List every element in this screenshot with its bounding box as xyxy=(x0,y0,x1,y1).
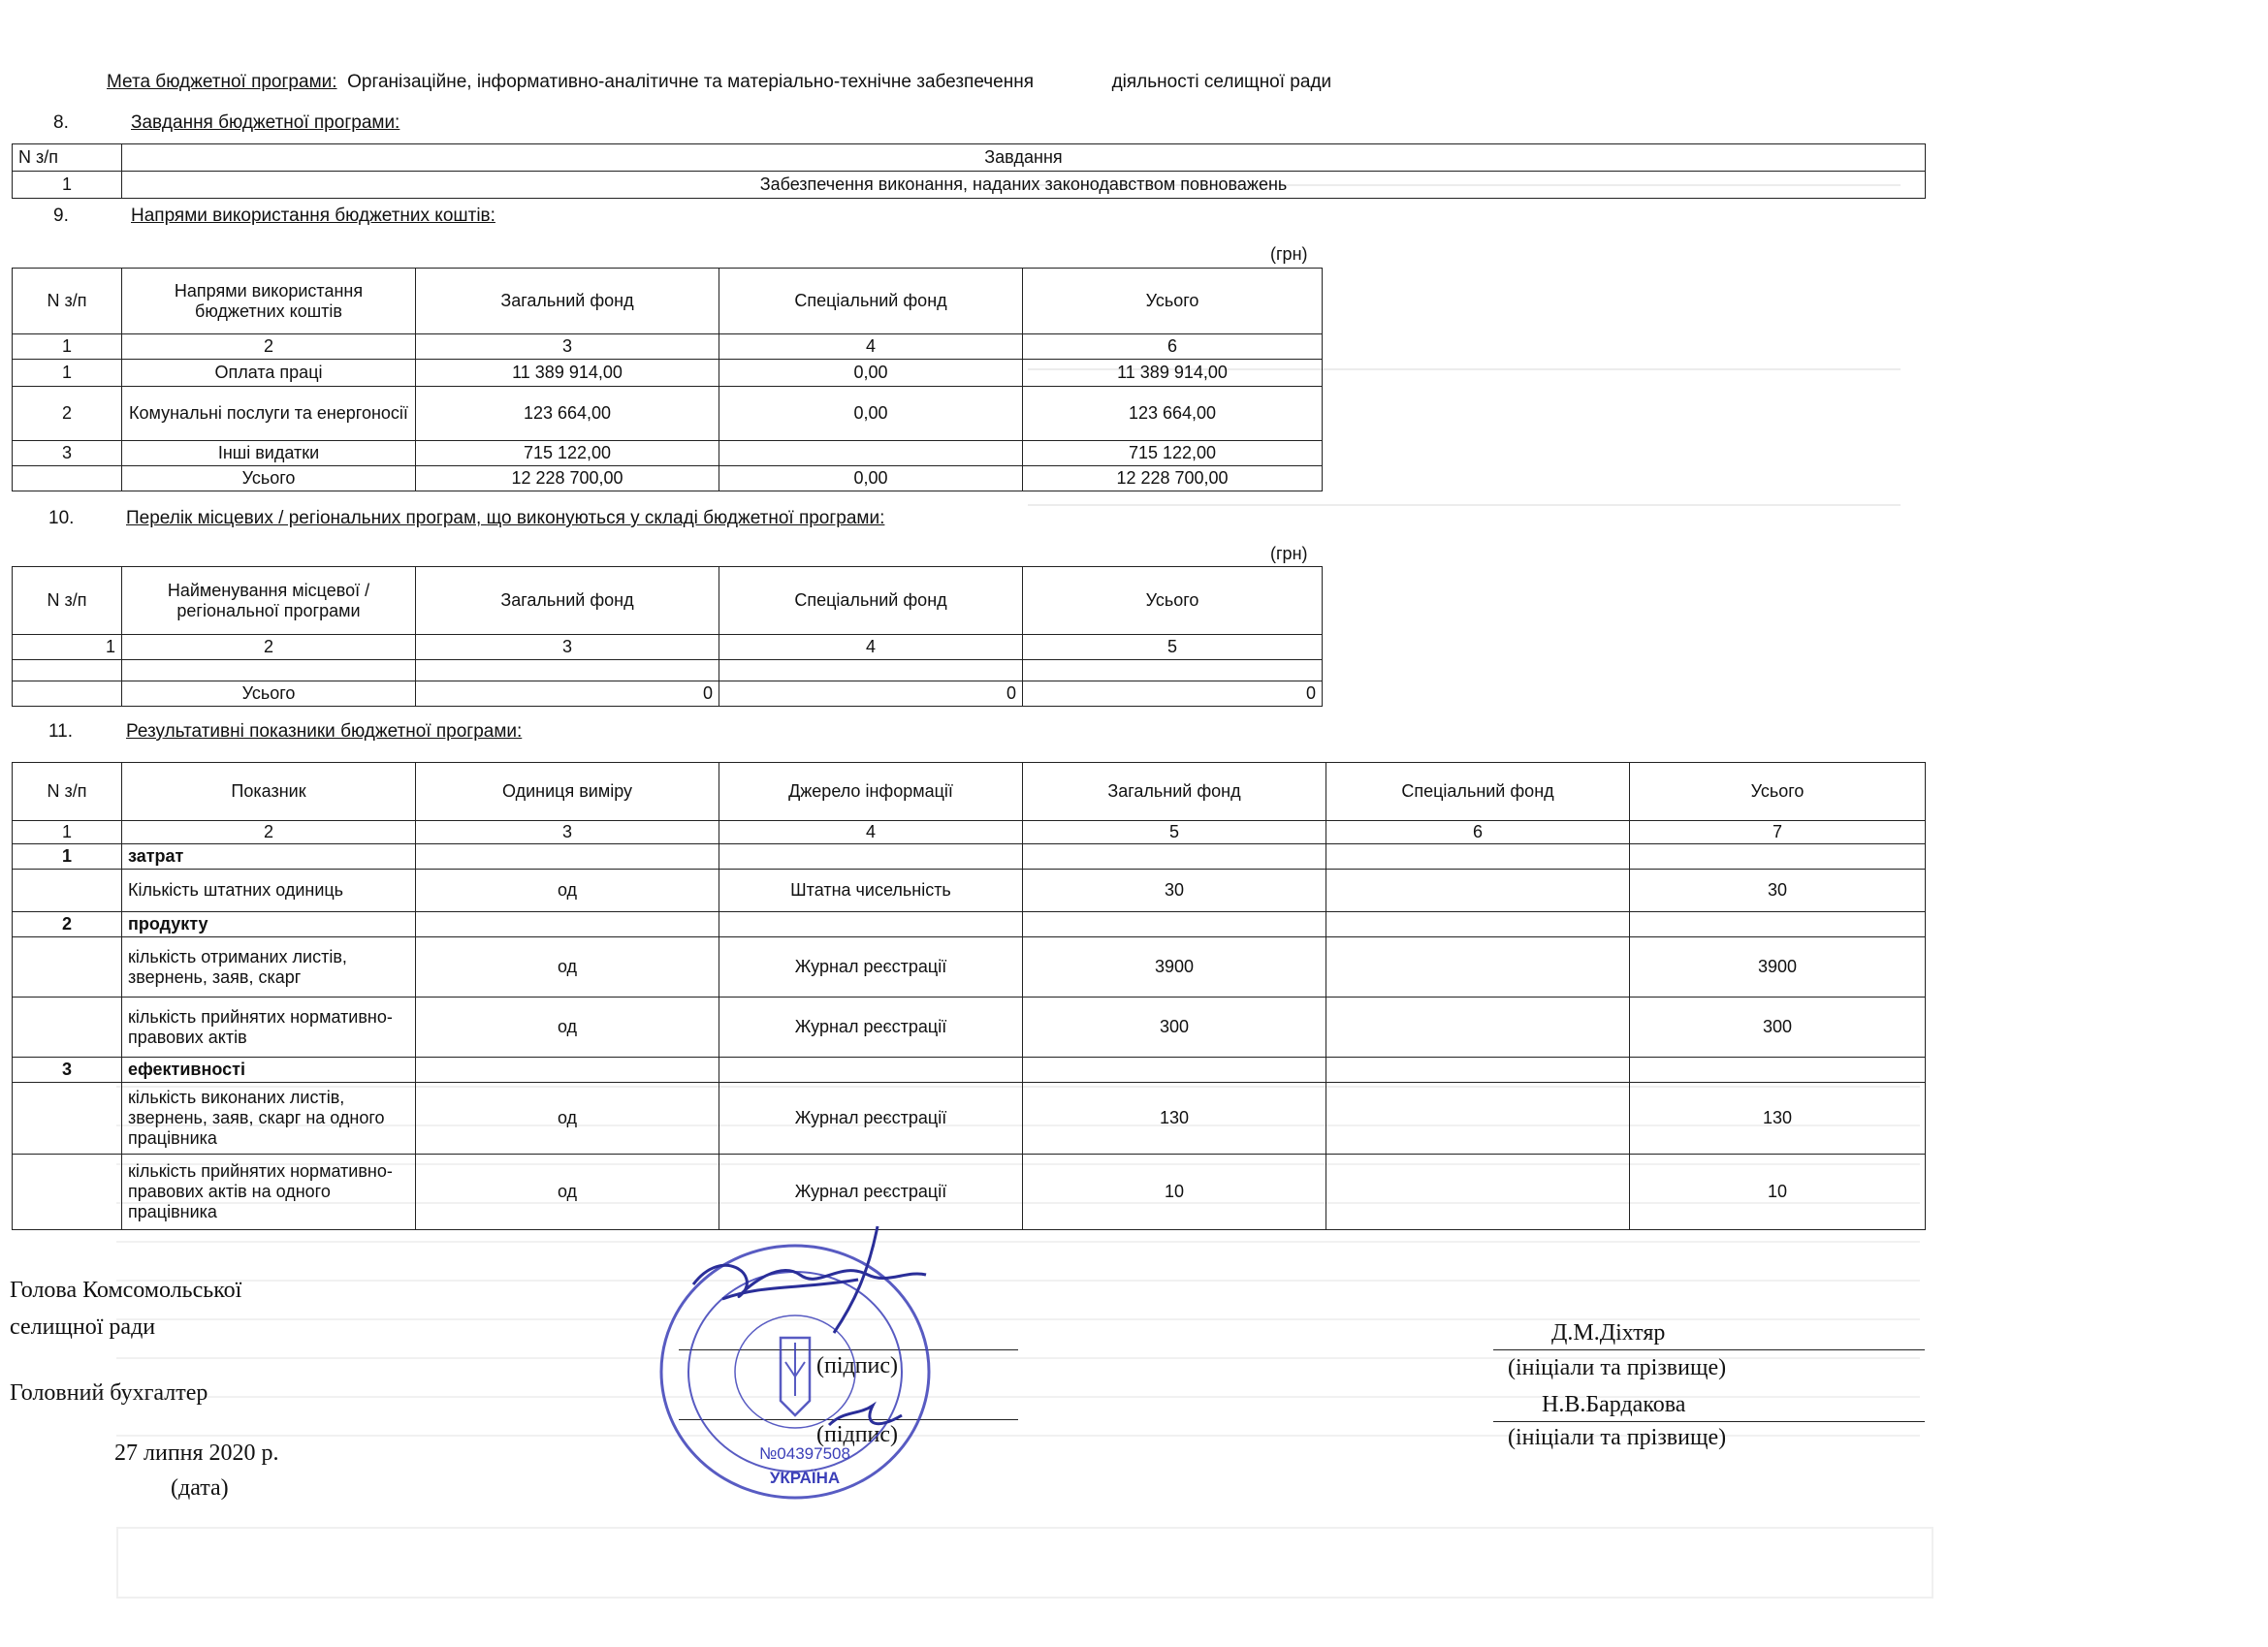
cell: Журнал реєстрації xyxy=(719,937,1023,998)
cell: 300 xyxy=(1630,998,1926,1058)
cell: 1 xyxy=(13,172,122,199)
cell: 6 xyxy=(1326,821,1630,844)
accountant-name: Н.В.Бардакова xyxy=(1542,1392,1686,1417)
group-row xyxy=(13,912,1926,937)
cell: 10 xyxy=(1023,1155,1326,1230)
col-header: Спеціальний фонд xyxy=(1326,763,1630,821)
cell: 2 xyxy=(122,821,416,844)
cell: 12 228 700,00 xyxy=(1023,466,1323,491)
cell xyxy=(1326,1155,1630,1230)
col-header: Усього xyxy=(1023,269,1323,334)
cell: кількість прийнятих нормативно-правових актів на одного працівника xyxy=(122,1155,416,1230)
table-row xyxy=(13,1155,1926,1230)
col-header: Напрями використання бюджетних коштів xyxy=(122,269,416,334)
col-header-task: Завдання xyxy=(122,144,1926,172)
cell: 300 xyxy=(1023,998,1326,1058)
col-header: N з/п xyxy=(13,763,122,821)
cell: 2 xyxy=(122,334,416,360)
cell: затрат xyxy=(122,844,416,870)
tasks-table xyxy=(12,143,1926,199)
col-header: Показник xyxy=(122,763,416,821)
cell: 130 xyxy=(1023,1083,1326,1155)
cell: 0,00 xyxy=(719,466,1023,491)
section-11-heading xyxy=(48,721,522,743)
section-title: Напрями використання бюджетних коштів: xyxy=(131,206,495,226)
table-row xyxy=(13,937,1926,998)
cell: 0 xyxy=(416,681,719,707)
section-number: 11. xyxy=(48,721,74,742)
col-header: Спеціальний фонд xyxy=(719,567,1023,635)
official-stamp xyxy=(635,1217,945,1517)
index-row xyxy=(13,334,1323,360)
cell: 4 xyxy=(719,821,1023,844)
local-programs-table xyxy=(12,566,1323,707)
section-10-heading xyxy=(48,508,884,529)
col-header: Усього xyxy=(1023,567,1323,635)
sign-caption: (підпис) xyxy=(816,1353,899,1378)
cell: 2 xyxy=(122,635,416,660)
cell: 3 xyxy=(416,635,719,660)
cell: 1 xyxy=(13,844,122,870)
col-header-num: N з/п xyxy=(13,144,122,172)
cell: 715 122,00 xyxy=(1023,441,1323,466)
cell: 123 664,00 xyxy=(416,387,719,441)
name-caption: (ініціали та прізвище) xyxy=(1508,1355,1727,1380)
cell: Інші видатки xyxy=(122,441,416,466)
cell: 5 xyxy=(1023,635,1323,660)
section-title: Результативні показники бюджетної програми: xyxy=(126,721,523,742)
cell: 0,00 xyxy=(719,360,1023,387)
cell: 1 xyxy=(13,334,122,360)
head-title-1: Голова Комсомольської xyxy=(10,1278,242,1303)
table-row xyxy=(13,870,1926,912)
cell: од xyxy=(416,998,719,1058)
cell: 12 228 700,00 xyxy=(416,466,719,491)
table-row xyxy=(13,387,1323,441)
cell: 0,00 xyxy=(719,387,1023,441)
sign-caption: (підпис) xyxy=(816,1422,899,1447)
group-row xyxy=(13,1058,1926,1083)
cell: 715 122,00 xyxy=(416,441,719,466)
cell: 11 389 914,00 xyxy=(416,360,719,387)
indicators-table xyxy=(12,762,1926,1230)
cell: 0 xyxy=(1023,681,1323,707)
head-name: Д.М.Діхтяр xyxy=(1551,1320,1666,1346)
cell: 3900 xyxy=(1630,937,1926,998)
cell: 1 xyxy=(13,635,122,660)
cell: кількість виконаних листів, звернень, заяв, скарг на одного працівника xyxy=(122,1083,416,1155)
table-row xyxy=(13,360,1323,387)
total-row xyxy=(13,466,1323,491)
col-header: Спеціальний фонд xyxy=(719,269,1023,334)
goal-label: Мета бюджетної програми: xyxy=(107,72,337,92)
section-title: Перелік місцевих / регіональних програм, що виконуються у складі бюджетної програми: xyxy=(126,508,885,528)
cell: 3 xyxy=(13,1058,122,1083)
table-row xyxy=(13,441,1323,466)
cell: 1 xyxy=(13,821,122,844)
cell: од xyxy=(416,870,719,912)
col-header: Усього xyxy=(1630,763,1926,821)
cell: 123 664,00 xyxy=(1023,387,1323,441)
cell: Журнал реєстрації xyxy=(719,998,1023,1058)
cell: Усього xyxy=(122,681,416,707)
total-row xyxy=(13,681,1323,707)
stamp-country: УКРАЇНА xyxy=(769,1469,841,1487)
stamp-number: №04397508 xyxy=(759,1444,850,1463)
accountant-title: Головний бухгалтер xyxy=(10,1380,208,1406)
date-caption: (дата) xyxy=(171,1475,229,1501)
goal-text-2: діяльності селищної ради xyxy=(1111,72,1332,92)
cell: ефективності xyxy=(122,1058,416,1083)
currency-unit: (грн) xyxy=(1270,244,1308,264)
cell: 1 xyxy=(13,360,122,387)
cell: од xyxy=(416,1155,719,1230)
section-number: 10. xyxy=(48,508,75,528)
col-header: Загальний фонд xyxy=(416,567,719,635)
col-header: Одиниця виміру xyxy=(416,763,719,821)
cell: од xyxy=(416,937,719,998)
col-header: N з/п xyxy=(13,269,122,334)
cell: 11 389 914,00 xyxy=(1023,360,1323,387)
section-number: 8. xyxy=(53,112,69,133)
cell: 3900 xyxy=(1023,937,1326,998)
col-header: Загальний фонд xyxy=(416,269,719,334)
cell: Комунальні послуги та енергоносії xyxy=(122,387,416,441)
table-row xyxy=(13,998,1926,1058)
group-row xyxy=(13,844,1926,870)
col-header: Загальний фонд xyxy=(1023,763,1326,821)
cell: 0 xyxy=(719,681,1023,707)
cell: 4 xyxy=(719,635,1023,660)
col-header: N з/п xyxy=(13,567,122,635)
section-8-heading xyxy=(53,112,399,134)
table-row xyxy=(13,172,1926,199)
goal-text: Організаційне, інформативно-аналітичне та матеріально-технічне забезпечення xyxy=(347,72,1035,92)
cell: 10 xyxy=(1630,1155,1926,1230)
col-header: Джерело інформації xyxy=(719,763,1023,821)
col-header: Найменування місцевої / регіональної програми xyxy=(122,567,416,635)
cell xyxy=(1326,1083,1630,1155)
cell: кількість прийнятих нормативно-правових актів xyxy=(122,998,416,1058)
cell: 2 xyxy=(13,387,122,441)
accountant-name-line xyxy=(1493,1421,1925,1422)
head-name-line xyxy=(1493,1349,1925,1350)
cell: Оплата праці xyxy=(122,360,416,387)
name-caption: (ініціали та прізвище) xyxy=(1508,1425,1727,1450)
cell: 30 xyxy=(1630,870,1926,912)
cell: 6 xyxy=(1023,334,1323,360)
section-title: Завдання бюджетної програми: xyxy=(131,112,400,133)
cell: Журнал реєстрації xyxy=(719,1155,1023,1230)
cell: Забезпечення виконання, наданих законодавством повноважень xyxy=(122,172,1926,199)
section-9-heading xyxy=(53,206,495,227)
cell: од xyxy=(416,1083,719,1155)
cell: Кількість штатних одиниць xyxy=(122,870,416,912)
section-number: 9. xyxy=(53,206,69,226)
cell: кількість отриманих листів, звернень, заяв, скарг xyxy=(122,937,416,998)
currency-unit: (грн) xyxy=(1270,544,1308,563)
cell: 7 xyxy=(1630,821,1926,844)
cell: 3 xyxy=(416,334,719,360)
cell xyxy=(1326,998,1630,1058)
cell: 3 xyxy=(416,821,719,844)
cell: 130 xyxy=(1630,1083,1926,1155)
cell: продукту xyxy=(122,912,416,937)
empty-row xyxy=(13,660,1323,681)
document-date: 27 липня 2020 р. xyxy=(114,1441,279,1466)
cell: Усього xyxy=(122,466,416,491)
cell: 3 xyxy=(13,441,122,466)
cell xyxy=(719,441,1023,466)
cell: 5 xyxy=(1023,821,1326,844)
index-row xyxy=(13,821,1926,844)
cell: 4 xyxy=(719,334,1023,360)
cell: Штатна чисельність xyxy=(719,870,1023,912)
index-row xyxy=(13,635,1323,660)
program-goal xyxy=(107,72,1331,93)
cell xyxy=(1326,870,1630,912)
cell: 2 xyxy=(13,912,122,937)
cell: 30 xyxy=(1023,870,1326,912)
cell xyxy=(1326,937,1630,998)
cell: Журнал реєстрації xyxy=(719,1083,1023,1155)
head-title-2: селищної ради xyxy=(10,1314,156,1340)
spending-table xyxy=(12,268,1323,491)
table-row xyxy=(13,1083,1926,1155)
